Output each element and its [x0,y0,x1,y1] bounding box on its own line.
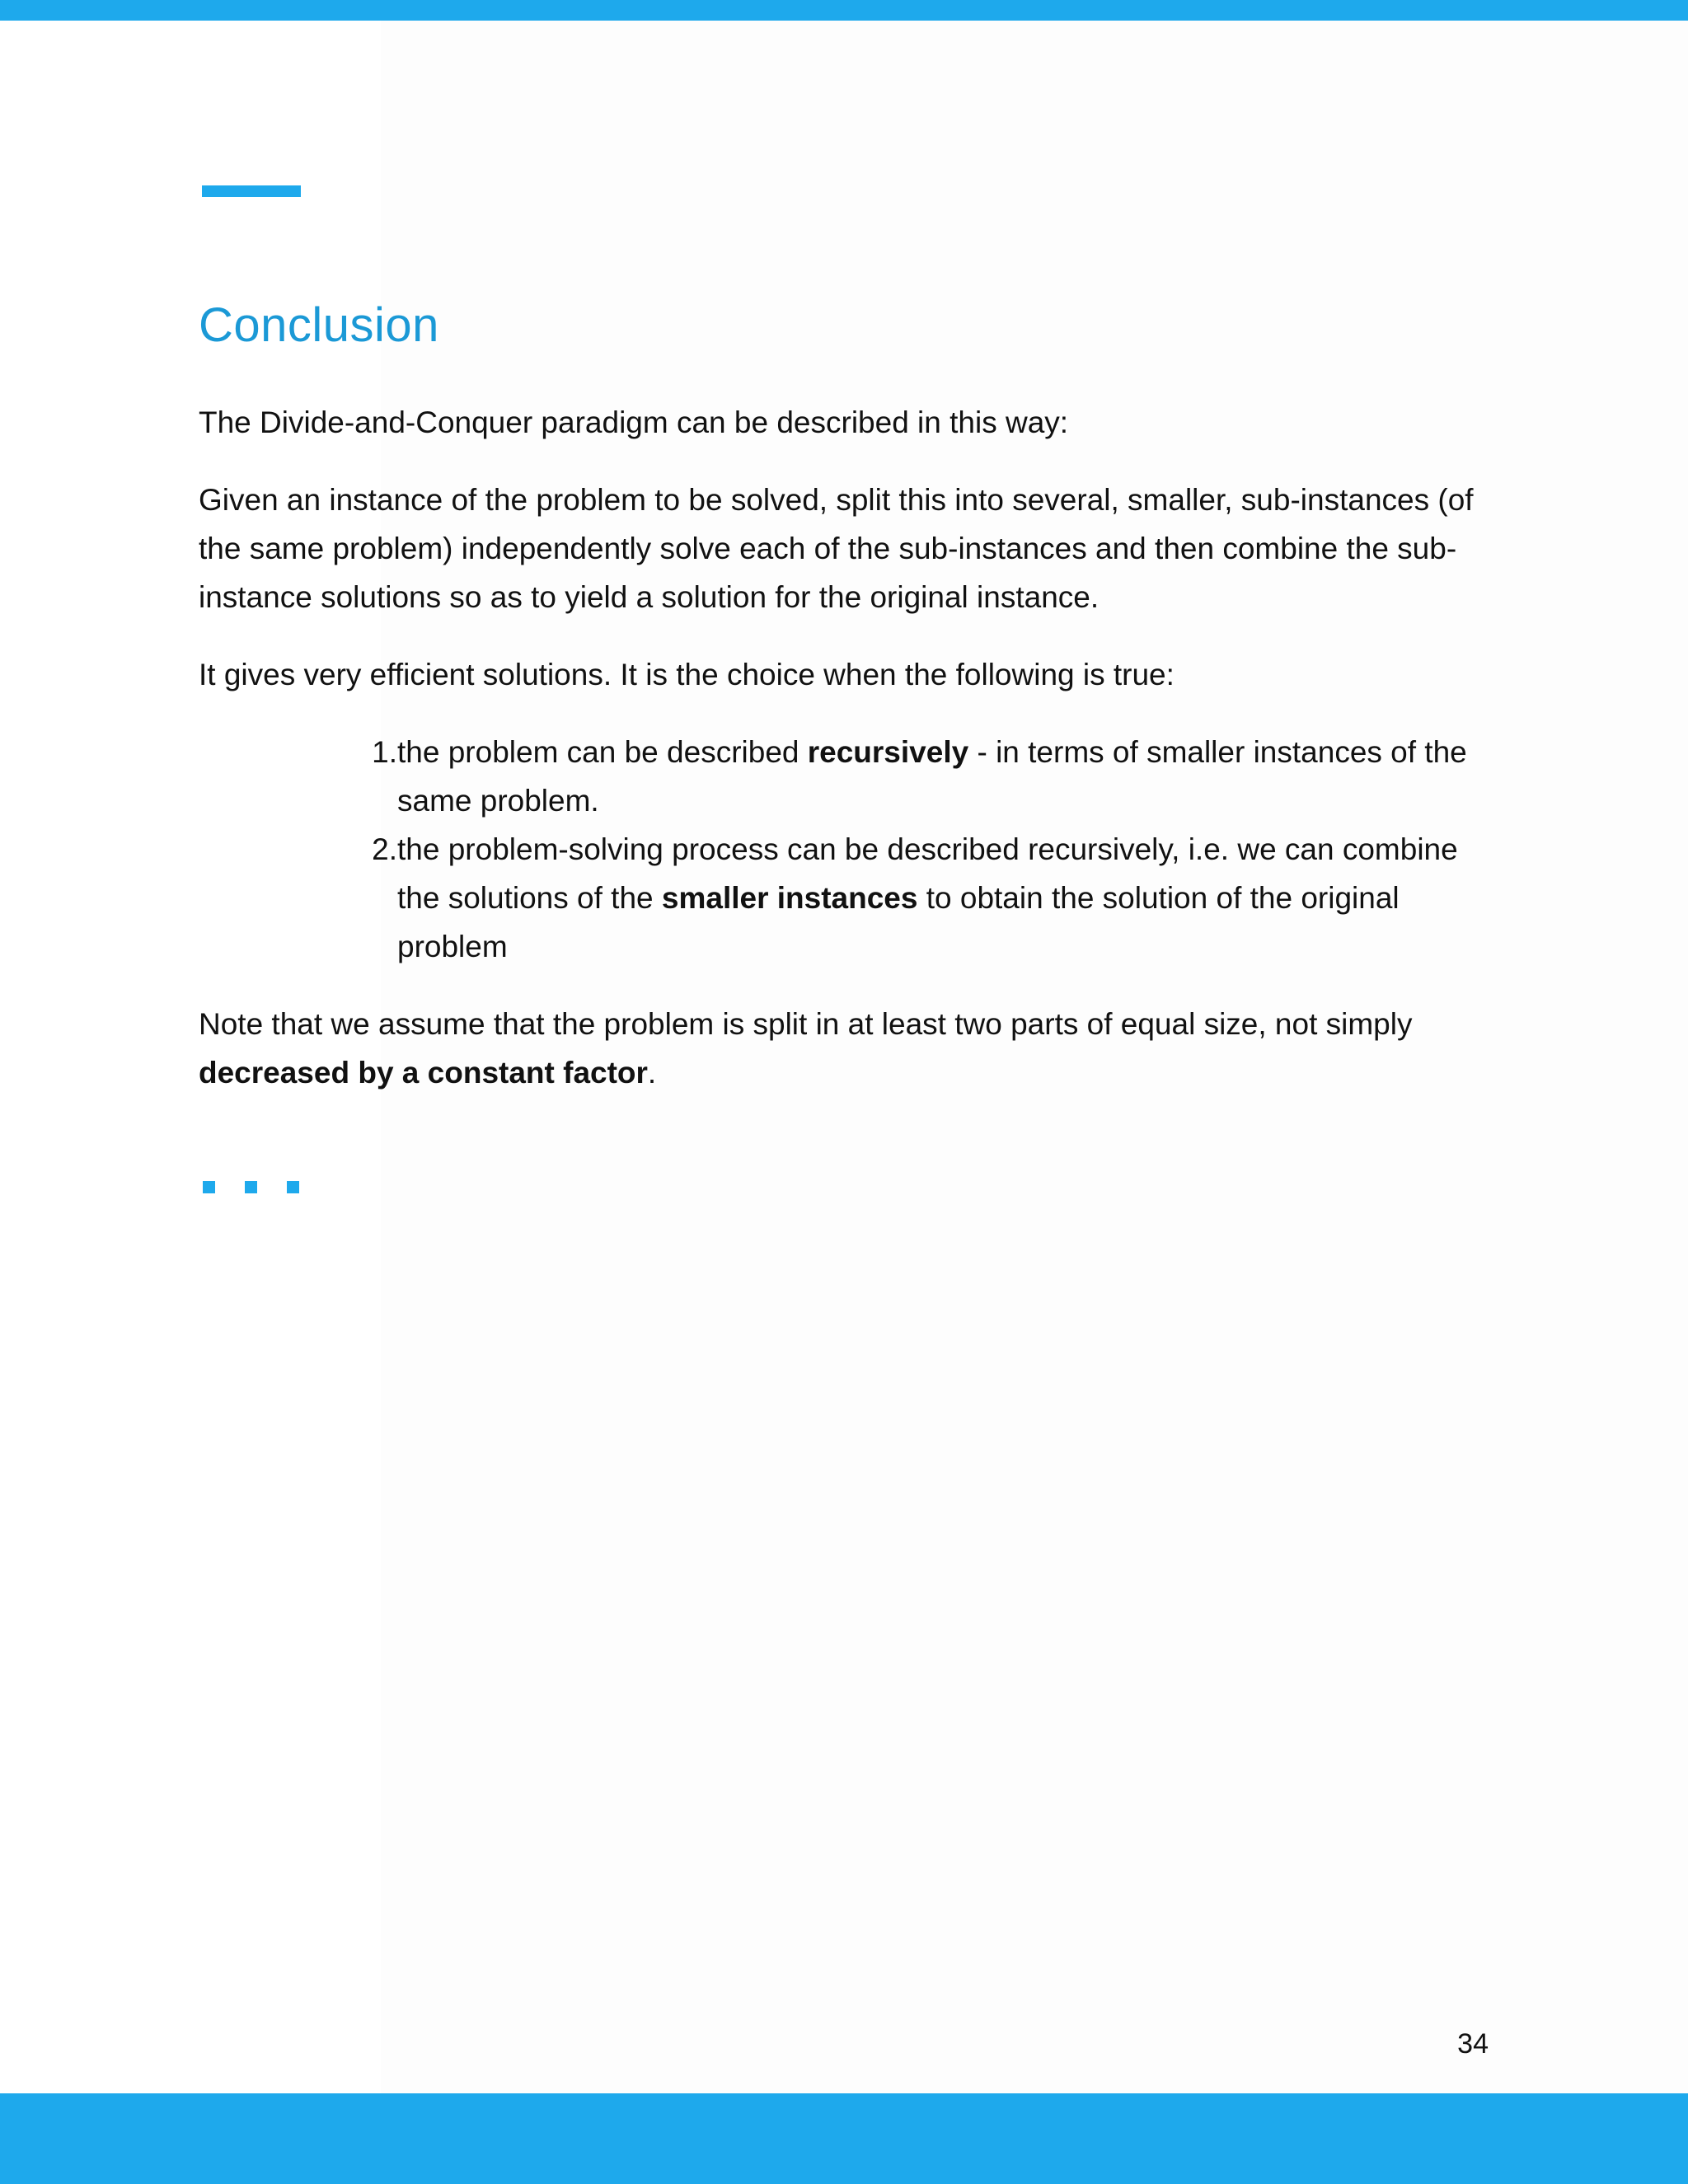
page-content [199,293,1501,1126]
dot-square [203,1181,215,1193]
definition-paragraph: Given an instance of the problem to be solved, split this into several, smaller, sub-instances (of the same problem) independently solve each of the sub-instances and then combine the sub-instance solutions so as to yield a solution for the original instance. [199,483,1474,614]
top-accent-bar [0,0,1688,21]
emphasis-text: smaller instances [661,881,918,915]
list-item: 2. the problem-solving process can be described recursively, i.e. we can combine the solutions of the smaller instances to obtain the solution of the original problem [397,825,1501,971]
list-item-text: the problem can be described recursively - in terms of smaller instances of the same problem. [397,735,1467,818]
note-paragraph: Note that we assume that the problem is split in at least two parts of equal size, not simply decreased by a constant factor. [199,1007,1413,1090]
intro-paragraph: The Divide-and-Conquer paradigm can be described in this way: [199,405,1069,439]
section-accent-dash [202,185,301,197]
bottom-accent-bar [0,2093,1688,2184]
page-number: 34 [1457,2028,1489,2060]
section-heading: Conclusion [199,298,439,352]
emphasis-text: decreased by a constant factor [199,1056,648,1090]
section-end-dots [203,1181,299,1193]
list-item-text: the problem-solving process can be described recursively, i.e. we can combine the solutions of the smaller instances to obtain the solution of the original problem [397,832,1458,963]
dot-square [245,1181,257,1193]
dot-square [287,1181,299,1193]
list-item: 1. the problem can be described recursively - in terms of smaller instances of the same problem. [397,728,1501,825]
emphasis-text: recursively [807,735,969,769]
choice-paragraph: It gives very efficient solutions. It is the choice when the following is true: [199,658,1175,691]
conditions-list [199,728,1501,971]
